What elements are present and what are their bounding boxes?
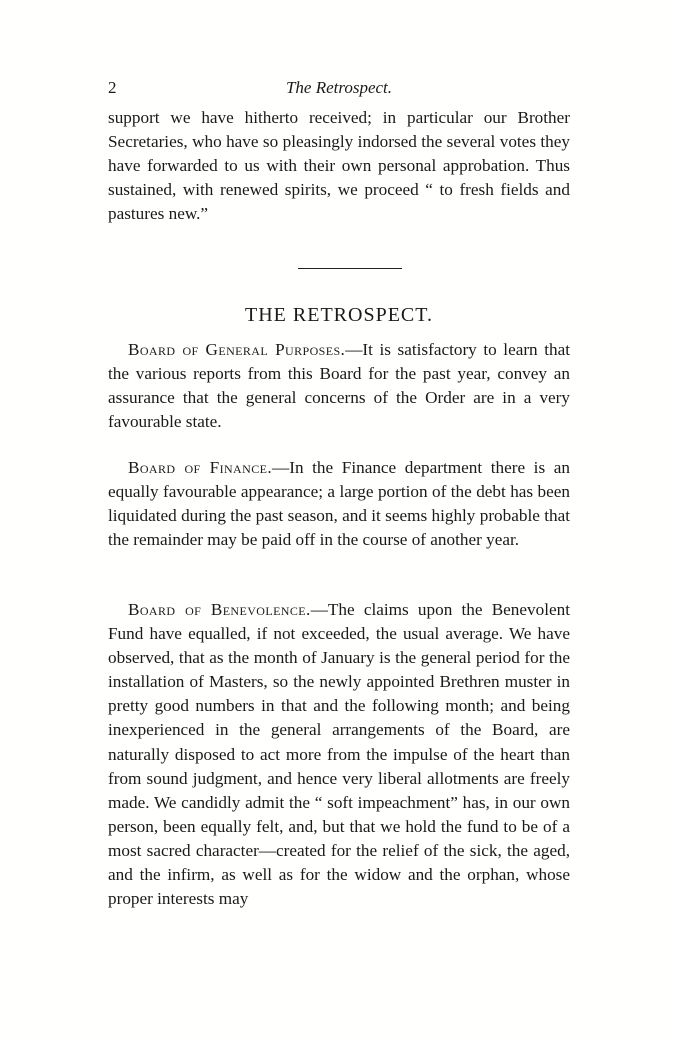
running-title: The Retrospect. — [285, 78, 393, 97]
paragraph-heading: Board of Benevolence. — [128, 600, 311, 619]
paragraph-text: —It is satisfactory to learn that the various reports from this Board for the past year, convey an assurance that the general concerns of the Order are in a very favourable state. — [108, 340, 570, 432]
section-title: THE RETROSPECT. — [245, 304, 433, 326]
intro-paragraph — [108, 106, 570, 226]
intro-text: support we have hitherto received; in particular our Brother Secretaries, who have so pleasingly indorsed the several votes they have forwarded to us with their own personal approbation. Thus sustained, with renewed spirits, we proceed “ to fresh fields and pastures new.” — [108, 108, 570, 224]
paragraph-general-purposes — [108, 338, 570, 434]
running-head — [108, 78, 570, 100]
paragraph-text: —In the Finance department there is an equally favourable appearance; a large portion of the debt has been liquidated during the past season, and it seems highly probable that the remainder may be paid off in the course of another year. — [108, 458, 570, 550]
paragraph-benevolence — [108, 598, 570, 911]
paragraph-finance — [108, 456, 570, 552]
paragraph-heading: Board of Finance. — [128, 458, 273, 477]
section-divider — [298, 268, 402, 269]
page-number: 2 — [108, 78, 117, 97]
paragraph-text: —The claims upon the Benevolent Fund have equalled, if not exceeded, the usual average. We have observed, that as the month of January is the general period for the installation of Masters, so the newly appointed Brethren muster in pretty good numbers in that and the following month; and being inexperienced in the general arrangements of the Board, are naturally disposed to act more from the impulse of the heart than from sound judgment, and hence very liberal allotments are freely made. We candidly admit the “ soft impeachment” has, in our own person, been equally felt, and, but that we hold the fund to be of a most sacred character—created for the relief of the sick, the aged, and the infirm, as well as for the widow and the orphan, whose proper interests may — [108, 600, 570, 909]
paragraph-heading: Board of General Purposes. — [128, 340, 346, 359]
